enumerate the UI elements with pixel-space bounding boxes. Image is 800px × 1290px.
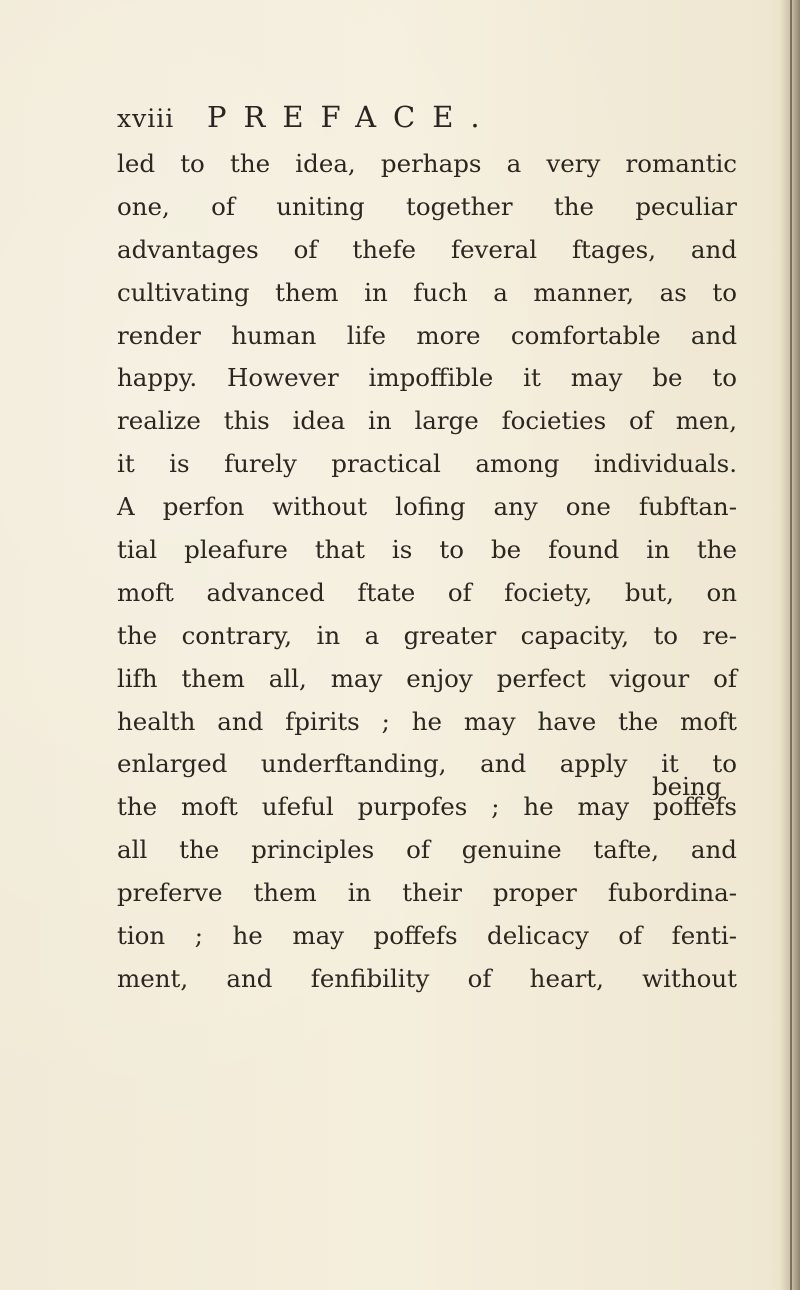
page-number: xviii [117, 104, 175, 133]
text-line: realize this idea in large focieties of men, [117, 406, 737, 436]
text-line: all the principles of genuine tafte, and [117, 835, 737, 865]
text-line: lifh them all, may enjoy perfect vigour of [117, 663, 737, 693]
text-line: ment, and fenfibility of heart, without [117, 963, 737, 993]
text-line: enlarged underftanding, and apply it to [117, 749, 737, 779]
text-line: cultivating them in fuch a manner, as to [117, 277, 737, 307]
text-line: one, of uniting together the peculiar [117, 191, 737, 221]
text-line: it is furely practical among individuals. [117, 449, 737, 479]
text-line: moft advanced ftate of fociety, but, on [117, 577, 737, 607]
text-line: A perfon without lofing any one fubftan- [117, 492, 737, 522]
text-line: the contrary, in a greater capacity, to re- [117, 620, 737, 650]
section-title: PREFACE. [207, 100, 497, 134]
text-line: preferve them in their proper fubordina- [117, 878, 737, 908]
text-line: tial pleafure that is to be found in the [117, 535, 737, 565]
text-line: tion ; he may poffefs delicacy of fenti- [117, 921, 737, 951]
running-head [117, 100, 717, 140]
body-text [117, 143, 737, 1001]
text-line: health and fpirits ; he may have the moft [117, 706, 737, 736]
text-line: advantages of thefe feveral ftages, and [117, 234, 737, 264]
catchword: being [652, 772, 722, 801]
page-edge-line [790, 0, 792, 1290]
text-line: led to the idea, perhaps a very romantic [117, 149, 737, 178]
text-line: the moft ufeful purpofes ; he may poffefs [117, 792, 737, 822]
text-line: happy. However impoffible it may be to [117, 363, 737, 393]
text-line: render human life more comfortable and [117, 320, 737, 350]
